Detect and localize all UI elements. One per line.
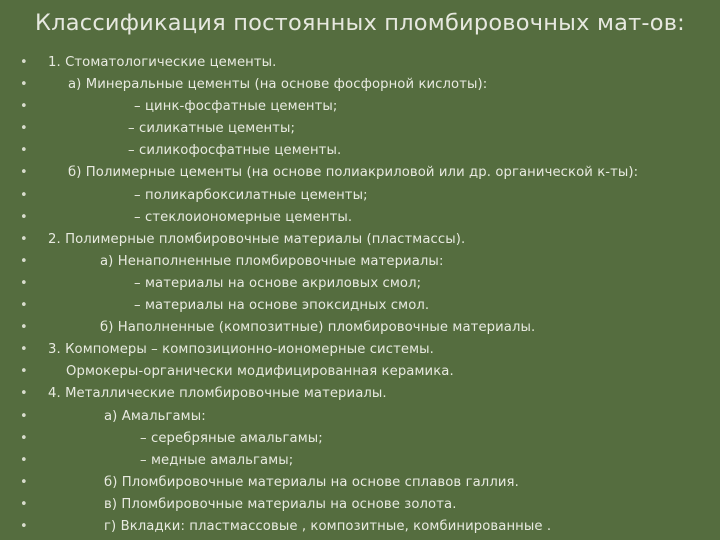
- bullet-dot: •: [20, 253, 28, 269]
- bullet-dot: •: [20, 275, 28, 291]
- list-item: [20, 450, 710, 472]
- list-item-text: 1. Стоматологические цементы.: [48, 55, 277, 70]
- bullet-dot: •: [20, 364, 28, 380]
- list-item-text: б) Наполненные (композитные) пломбировочные материалы.: [100, 320, 536, 336]
- list-item: [20, 52, 710, 74]
- list-item: [20, 406, 710, 428]
- list-item: [20, 317, 710, 339]
- list-item-text: а) Амальгамы:: [104, 408, 206, 424]
- list-item: [20, 494, 710, 516]
- list-item: [20, 207, 710, 229]
- bullet-dot: •: [20, 99, 28, 115]
- list-item-text: а) Ненаполненные пломбировочные материалы:: [100, 253, 444, 269]
- list-item-text: – стеклоиономерные цементы.: [134, 209, 353, 225]
- list-item: [20, 118, 710, 140]
- list-item-text: г) Вкладки: пластмассовые , композитные, комбинированные .: [104, 518, 552, 534]
- list-item-text: – поликарбоксилатные цементы;: [134, 187, 368, 203]
- list-item: [20, 273, 710, 295]
- list-item: [20, 74, 710, 96]
- list-item: [20, 96, 710, 118]
- list-item-text: в) Пломбировочные материалы на основе золота.: [104, 496, 457, 512]
- bullet-dot: •: [20, 496, 28, 512]
- bullet-dot: •: [20, 298, 28, 314]
- list-item: [20, 251, 710, 273]
- bullet-dot: •: [20, 452, 28, 468]
- list-item-text: 2. Полимерные пломбировочные материалы (пластмассы).: [48, 231, 466, 247]
- bullet-dot: •: [20, 143, 28, 159]
- bullet-dot: •: [20, 77, 28, 93]
- list-item-text: – медные амальгамы;: [140, 452, 294, 468]
- list-item-text: б) Полимерные цементы (на основе полиакриловой или др. органической к-ты):: [68, 165, 639, 181]
- list-item: [20, 361, 710, 383]
- list-item-text: – силикофосфатные цементы.: [128, 143, 342, 159]
- list-item-text: – цинк-фосфатные цементы;: [134, 99, 338, 115]
- bullet-dot: •: [20, 209, 28, 225]
- list-item: [20, 383, 710, 405]
- bullet-dot: •: [20, 231, 28, 247]
- bullet-dot: •: [20, 165, 28, 181]
- bullet-dot: •: [20, 518, 28, 534]
- bullet-dot: •: [20, 55, 28, 70]
- bullet-dot: •: [20, 474, 28, 490]
- list-item-text: а) Минеральные цементы (на основе фосфорной кислоты):: [68, 77, 488, 93]
- slide-title: Классификация постоянных пломбировочных мат-ов:: [35, 10, 685, 36]
- list-item: [20, 229, 710, 251]
- bullet-dot: •: [20, 187, 28, 203]
- list-item-text: – силикатные цементы;: [128, 121, 296, 137]
- list-item: [20, 516, 710, 538]
- list-item: [20, 185, 710, 207]
- list-item-text: – материалы на основе акриловых смол;: [134, 275, 422, 291]
- list-item-text: 3. Компомеры – композиционно-иономерные системы.: [48, 342, 434, 358]
- list-item-text: – серебряные амальгамы;: [140, 430, 323, 446]
- bullet-dot: •: [20, 430, 28, 446]
- bullet-dot: •: [20, 386, 28, 402]
- bullet-dot: •: [20, 342, 28, 358]
- list-item: [20, 472, 710, 494]
- bullet-list: [20, 52, 710, 538]
- list-item-text: б) Пломбировочные материалы на основе сплавов галлия.: [104, 474, 519, 490]
- bullet-dot: •: [20, 121, 28, 137]
- bullet-dot: •: [20, 408, 28, 424]
- list-item: [20, 428, 710, 450]
- list-item: [20, 140, 710, 162]
- bullet-dot: •: [20, 320, 28, 336]
- list-item: [20, 162, 710, 184]
- list-item-text: – материалы на основе эпоксидных смол.: [134, 298, 430, 314]
- list-item: [20, 295, 710, 317]
- list-item-text: 4. Металлические пломбировочные материалы.: [48, 386, 387, 402]
- list-item-text: Ормокеры-органически модифицированная керамика.: [66, 364, 454, 380]
- list-item: [20, 339, 710, 361]
